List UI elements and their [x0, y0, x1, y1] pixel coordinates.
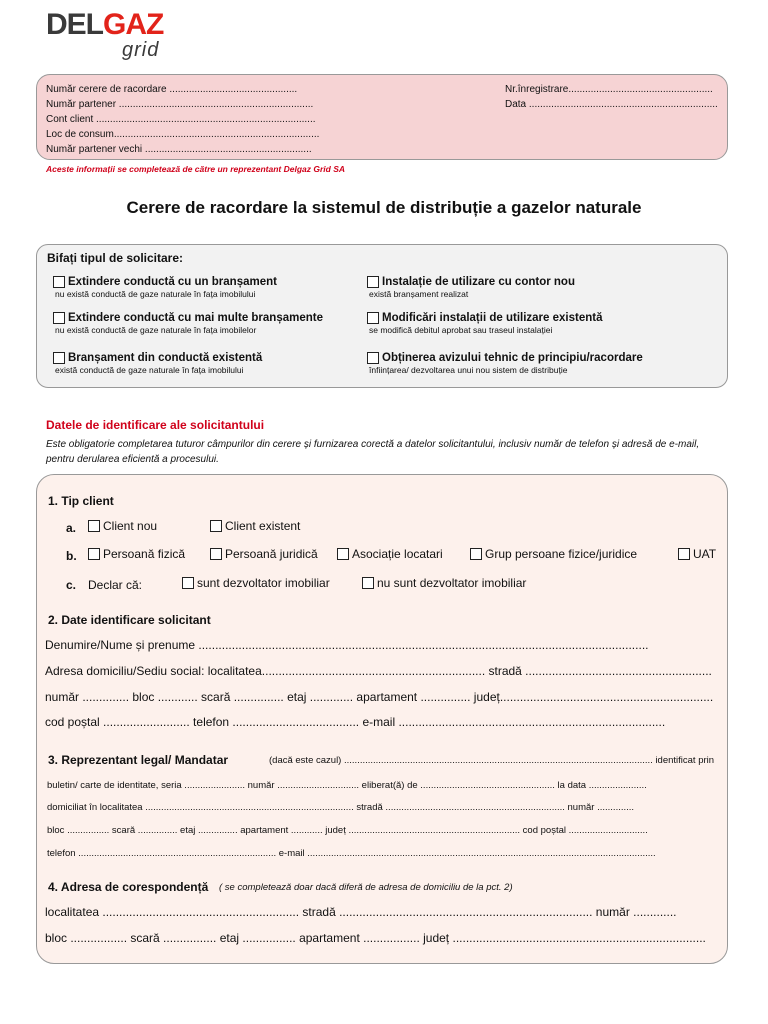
- option-label: Persoană fizică: [103, 547, 186, 561]
- applicant-intro: Este obligatorie completarea tuturor câmpurilor din cerere și furnizarea corectă a datelor solicitantului, inclusiv număr de telefon și adresă de e-mail, pentru derularea eficientă a procesului.: [46, 439, 700, 465]
- delgaz-grid-logo: [46, 10, 176, 64]
- request-option-6: [367, 352, 643, 375]
- request-option-label: Branșament din conductă existentă: [68, 352, 263, 364]
- registration-info-box: [36, 74, 728, 160]
- section-1a-marker: a.: [66, 521, 77, 535]
- checkbox[interactable]: [210, 548, 222, 560]
- option-uat[interactable]: [678, 547, 716, 561]
- field-name[interactable]: Denumire/Nume și prenume .......................................................................................................................................: [45, 638, 649, 652]
- option-persoana-fizica[interactable]: [88, 547, 185, 561]
- request-checkbox-6[interactable]: [367, 352, 379, 364]
- checkbox[interactable]: [470, 548, 482, 560]
- option-client-nou[interactable]: [88, 519, 157, 533]
- field-request-number[interactable]: Număr cerere de racordare ..............................................: [46, 84, 298, 95]
- page-title: Cerere de racordare la sistemul de distribuție a gazelor naturale: [126, 198, 642, 217]
- logo-text-grid: grid: [122, 39, 160, 61]
- section-1-title: 1. Tip client: [48, 494, 114, 508]
- field-corr-details[interactable]: bloc ................. scară ................ etaj ................ apartament ................. județ ............................................................................: [45, 931, 706, 945]
- option-client-existent[interactable]: [210, 519, 300, 533]
- request-option-label: Extindere conductă cu un branșament: [68, 276, 277, 288]
- option-grup-persoane[interactable]: [470, 547, 637, 561]
- request-option-sub: există branșament realizat: [369, 289, 469, 299]
- request-option-sub: nu există conductă de gaze naturale în fața imobilului: [55, 289, 256, 299]
- field-rep-address[interactable]: domiciliat în localitatea ............................................................................... stradă .................................................................... număr ..............: [47, 802, 635, 813]
- info-note: Aceste informații se completează de către un reprezentant Delgaz Grid SA: [46, 164, 346, 174]
- field-id-card[interactable]: buletin/ carte de identitate, seria ....................... număr ............................... eliberat(ă) de ................................................... la data ......................: [47, 780, 647, 791]
- field-contact[interactable]: cod poștal .......................... telefon ...................................... e-mail ................................................................................: [45, 715, 666, 729]
- section-2-title: 2. Date identificare solicitant: [48, 613, 211, 627]
- request-option-label: Instalație de utilizare cu contor nou: [382, 276, 575, 288]
- field-registration-number[interactable]: Nr.înregistrare....................................................: [505, 84, 713, 95]
- request-option-2: [367, 276, 575, 299]
- section-1b-marker: b.: [66, 549, 77, 563]
- section-1c-marker: c.: [66, 578, 77, 592]
- request-option-sub: se modifică debitul aprobat sau traseul instalației: [369, 325, 553, 335]
- field-consumption-place[interactable]: Loc de consum..........................................................................: [46, 129, 320, 140]
- field-address-details[interactable]: număr .............. bloc ............ scară ............... etaj ............. apartament ............... județ................................................................: [45, 690, 714, 704]
- field-date[interactable]: Data ....................................................................: [505, 99, 718, 110]
- checkbox[interactable]: [88, 548, 100, 560]
- request-option-4: [367, 312, 602, 335]
- request-type-box: [36, 244, 728, 388]
- request-type-heading: Bifați tipul de solicitare:: [47, 251, 184, 265]
- section-4-title: 4. Adresa de corespondență: [48, 880, 209, 894]
- option-label: Client existent: [225, 519, 301, 533]
- request-option-sub: înființarea/ dezvoltarea unui nou sistem de distribuție: [369, 365, 568, 375]
- field-address[interactable]: Adresa domiciliu/Sediu social: localitatea................................................................... stradă ........................................................: [45, 664, 712, 678]
- field-rep-address-details[interactable]: bloc ................ scară ............... etaj ............... apartament ............ județ ................................................................. cod poștal ..............................: [47, 825, 648, 836]
- section-4-note: ( se completează doar dacă diferă de adresa de domiciliu de la pct. 2): [219, 882, 513, 893]
- request-option-3: [53, 312, 323, 335]
- option-label: UAT: [693, 547, 717, 561]
- field-old-partner-number[interactable]: Număr partener vechi ............................................................: [46, 144, 312, 155]
- field-partner-number[interactable]: Număr partener ......................................................................: [46, 99, 314, 110]
- request-option-sub: nu există conductă de gaze naturale în fața imobilelor: [55, 325, 257, 335]
- checkbox[interactable]: [337, 548, 349, 560]
- request-checkbox-1[interactable]: [53, 276, 65, 288]
- request-option-label: Modificări instalații de utilizare existentă: [382, 312, 603, 324]
- option-label: nu sunt dezvoltator imobiliar: [377, 576, 527, 590]
- logo-text-gaz: GAZ: [103, 8, 164, 41]
- checkbox[interactable]: [678, 548, 690, 560]
- request-checkbox-4[interactable]: [367, 312, 379, 324]
- option-asociatie-locatari[interactable]: [337, 547, 443, 561]
- option-nu-dezvoltator[interactable]: [362, 576, 526, 590]
- declar-label: Declar că:: [88, 578, 143, 592]
- option-label: Grup persoane fizice/juridice: [485, 547, 638, 561]
- checkbox[interactable]: [182, 577, 194, 589]
- option-label: Persoană juridică: [225, 547, 318, 561]
- section-3-note[interactable]: (dacă este cazul) ..................................................................................................................... identificat prin: [269, 755, 715, 766]
- field-client-account[interactable]: Cont client ...............................................................................: [46, 114, 316, 125]
- request-option-1: [53, 276, 277, 299]
- request-option-label: Extindere conductă cu mai multe branșamente: [68, 312, 323, 324]
- request-option-5: [53, 352, 262, 375]
- request-checkbox-3[interactable]: [53, 312, 65, 324]
- option-label: Asociație locatari: [352, 547, 443, 561]
- checkbox[interactable]: [88, 520, 100, 532]
- option-persoana-juridica[interactable]: [210, 547, 318, 561]
- section-3-title: 3. Reprezentant legal/ Mandatar: [48, 753, 229, 767]
- option-label: sunt dezvoltator imobiliar: [197, 576, 330, 590]
- request-option-sub: există conductă de gaze naturale în fața imobilului: [55, 365, 244, 375]
- field-corr-locality[interactable]: localitatea ........................................................... stradă ............................................................................ număr .............: [45, 905, 677, 919]
- request-option-label: Obținerea avizului tehnic de principiu/racordare: [382, 352, 643, 364]
- checkbox[interactable]: [210, 520, 222, 532]
- logo-text-del: DEL: [46, 8, 103, 41]
- field-rep-contact[interactable]: telefon ........................................................................... e-mail ....................................................................................................................................: [47, 848, 656, 859]
- option-label: Client nou: [103, 519, 158, 533]
- option-dezvoltator[interactable]: [182, 576, 330, 590]
- checkbox[interactable]: [362, 577, 374, 589]
- request-checkbox-5[interactable]: [53, 352, 65, 364]
- applicant-form-box: [36, 474, 728, 964]
- applicant-section-title: Datele de identificare ale solicitantului: [46, 418, 265, 432]
- request-checkbox-2[interactable]: [367, 276, 379, 288]
